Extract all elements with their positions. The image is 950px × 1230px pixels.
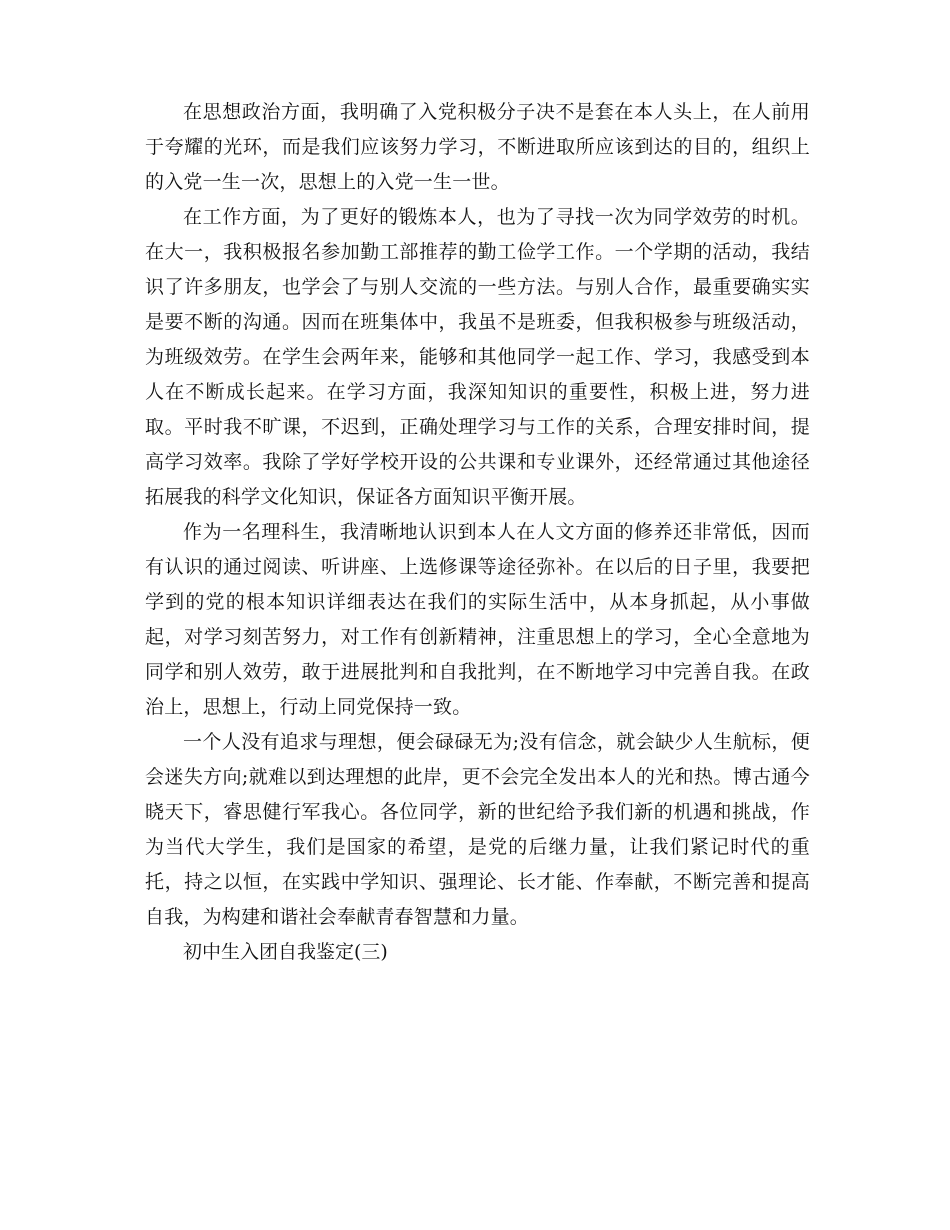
paragraph-ideals-and-mission: 一个人没有追求与理想，便会碌碌无为;没有信念，就会缺少人生航标，便会迷失方向;就难以到达理想的此岸，更不会完全发出本人的光和热。博古通今晓天下，睿思健行军我心。各位同学，新的世纪给予我们新的机遇和挑战，作为当代大学生，我们是国家的希望，是党的后继力量，让我们紧记时代的重托，持之以恒，在实践中学知识、强理论、长才能、作奉献，不断完善和提高自我，为构建和谐社会奉献青春智慧和力量。 [145,731,810,928]
document-page [145,95,810,970]
paragraph-political-thought: 在思想政治方面，我明确了入党积极分子决不是套在本人头上，在人前用于夸耀的光环，而是我们应该努力学习，不断进取所应该到达的目的，组织上的入党一生一次，思想上的入党一生一世。 [145,101,810,193]
section-heading: 初中生入团自我鉴定(三) [183,941,388,963]
paragraph-humanities-self-improvement: 作为一名理科生，我清晰地认识到本人在人文方面的修养还非常低，因而有认识的通过阅读、听讲座、上选修课等途径弥补。在以后的日子里，我要把学到的党的根本知识详细表达在我们的实际生活中，从本身抓起，从小事做起，对学习刻苦努力，对工作有创新精神，注重思想上的学习，全心全意地为同学和别人效劳，敢于进展批判和自我批判，在不断地学习中完善自我。在政治上，思想上，行动上同党保持一致。 [145,521,810,718]
paragraph-work-and-study: 在工作方面，为了更好的锻炼本人，也为了寻找一次为同学效劳的时机。在大一，我积极报名参加勤工部推荐的勤工俭学工作。一个学期的活动，我结识了许多朋友，也学会了与别人交流的一些方法。与别人合作，最重要确实实是要不断的沟通。因而在班集体中，我虽不是班委，但我积极参与班级活动，为班级效劳。在学生会两年来，能够和其他同学一起工作、学习，我感受到本人在不断成长起来。在学习方面，我深知知识的重要性，积极上进，努力进取。平时我不旷课，不迟到，正确处理学习与工作的关系，合理安排时间，提高学习效率。我除了学好学校开设的公共课和专业课外，还经常通过其他途径拓展我的科学文化知识，保证各方面知识平衡开展。 [145,206,810,508]
